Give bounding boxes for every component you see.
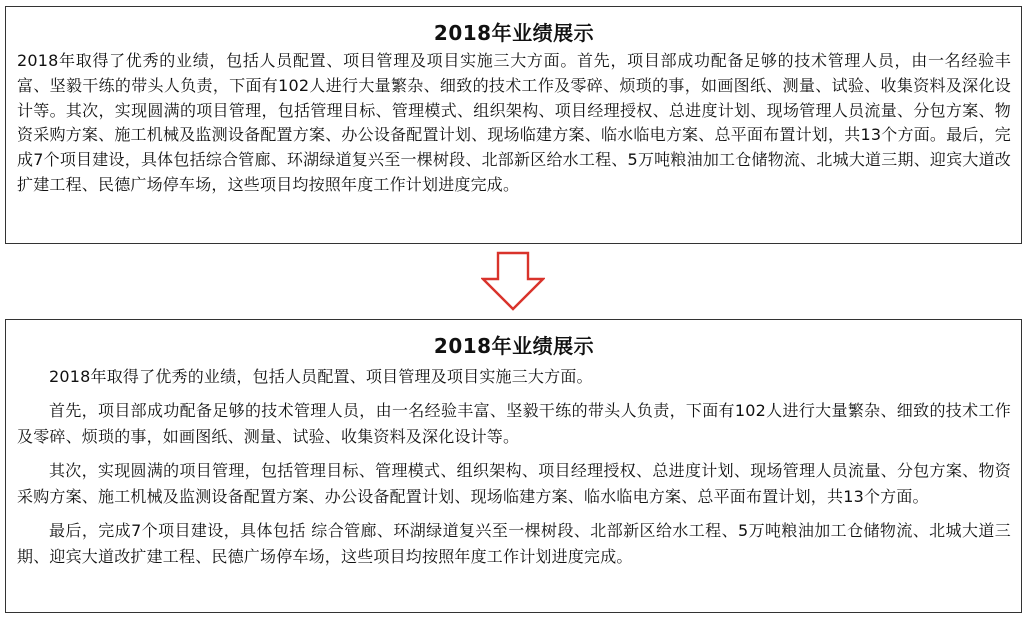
revised-text-box <box>5 319 1022 613</box>
revised-paragraph-first: 首先，项目部成功配备足够的技术管理人员，由一名经验丰富、坚毅干练的带头人负责，下面有102人进行大量繁杂、细致的技术工作及零碎、烦琐的事，如画图纸、测量、试验、收集资料及深化设计等。 <box>17 401 1011 446</box>
original-text-box <box>5 6 1022 244</box>
original-title: 2018年业绩展示 <box>433 21 595 45</box>
down-arrow-icon <box>481 251 545 311</box>
revised-title: 2018年业绩展示 <box>433 334 595 358</box>
revised-paragraph-last: 最后，完成7个项目建设，具体包括 综合管廊、环湖绿道复兴至一棵树段、北部新区给水工程、5万吨粮油加工仓储物流、北城大道三期、迎宾大道改扩建工程、民德广场停车场，这些项目均按照年度工作计划进度完成。 <box>17 521 1011 566</box>
original-body: 2018年取得了优秀的业绩，包括人员配置、项目管理及项目实施三大方面。首先，项目部成功配备足够的技术管理人员，由一名经验丰富、坚毅干练的带头人负责，下面有102人进行大量繁杂、细致的技术工作及零碎、烦琐的事，如画图纸、测量、试验、收集资料及深化设计等。其次，实现圆满的项目管理，包括管理目标、管理模式、组织架构、项目经理授权、总进度计划、现场管理人员流量、分包方案、物资采购方案、施工机械及监测设备配置方案、办公设备配置计划、现场临建方案、临水临电方案、总平面布置计划，共13个方面。最后，完成7个项目建设，具体包括综合管廊、环湖绿道复兴至一棵树段、北部新区给水工程、5万吨粮油加工仓储物流、北城大道三期、迎宾大道改扩建工程、民德广场停车场，这些项目均按照年度工作计划进度完成。 <box>17 51 1011 194</box>
revised-paragraph-second: 其次，实现圆满的项目管理，包括管理目标、管理模式、组织架构、项目经理授权、总进度计划、现场管理人员流量、分包方案、物资采购方案、施工机械及监测设备配置方案、办公设备配置计划、现场临建方案、临水临电方案、总平面布置计划，共13个方面。 <box>17 461 1011 506</box>
revised-paragraph-intro: 2018年取得了优秀的业绩，包括人员配置、项目管理及项目实施三大方面。 <box>49 367 593 386</box>
